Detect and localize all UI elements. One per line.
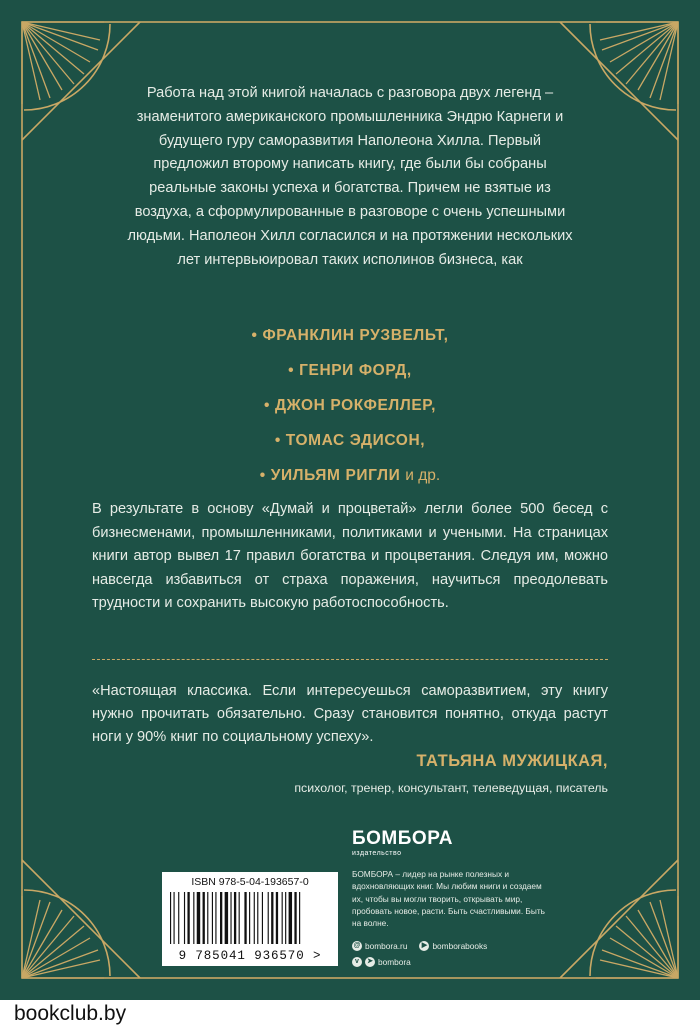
publisher-logo [352, 829, 453, 858]
barcode-digits: 9 785041 936570 > [178, 949, 322, 963]
social-label: bombora [378, 957, 411, 967]
barcode-bar [203, 892, 205, 944]
quote-author-role: психолог, тренер, консультант, телеведущая, писатель [294, 781, 608, 795]
barcode-bar [249, 892, 250, 944]
publisher-name: БОМБОРА [352, 828, 453, 849]
bullet-icon: • [251, 327, 258, 344]
quote-author: ТАТЬЯНА МУЖИЦКАЯ, [416, 752, 608, 770]
name-label: УИЛЬЯМ РИГЛИ [270, 467, 401, 484]
publisher-subtitle: издательство [352, 850, 402, 857]
barcode-bar [299, 892, 300, 944]
dashed-divider [92, 659, 608, 660]
isbn-label: ISBN 978-5-04-193657-0 [191, 876, 309, 888]
barcode-bar [215, 892, 216, 944]
name-label: ДЖОН РОКФЕЛЛЕР, [274, 397, 436, 414]
barcode-bar [244, 892, 246, 944]
globe-icon: @ [353, 942, 361, 949]
barcode-bar [184, 892, 185, 944]
name-label: ГЕНРИ ФОРД, [299, 362, 412, 379]
list-item [150, 388, 550, 423]
barcode-bar [268, 892, 269, 944]
bullet-icon: • [288, 362, 295, 379]
barcode-bar [197, 892, 200, 944]
barcode-bar [282, 892, 283, 944]
youtube-icon: ▶ [419, 941, 429, 951]
barcode-bar [187, 892, 189, 944]
bullet-icon: • [264, 397, 271, 414]
list-item [150, 423, 550, 458]
telegram-icon: ➤ [365, 957, 375, 967]
barcode-bar [271, 892, 273, 944]
footer-watermark: bookclub.by [14, 1002, 127, 1025]
barcode-bar [225, 892, 228, 944]
barcode-bar [276, 892, 278, 944]
barcode-bars [168, 892, 332, 944]
barcode-bar [207, 892, 208, 944]
list-item [150, 318, 550, 353]
intro-paragraph: Работа над этой книгой началась с разговора двух легенд – знаменитого американского промышленника Эндрю Карнеги и будущего гуру саморазвития Наполеона Хилла. Первый предложил второму написать книгу, где были бы собраны реальные законы успеха и богатства. Причем не взятые из воздуха, а сформулированные в разговоре с очень успешными людьми. Наполеон Хилл согласился и на протяжении нескольких лет интервьюировал таких исполинов бизнеса, как [127, 85, 573, 268]
barcode-bar [230, 892, 231, 944]
barcode-bar [254, 892, 255, 944]
bullet-icon: • [274, 432, 281, 449]
list-item [150, 458, 550, 493]
barcode-bar [285, 892, 286, 944]
bullet-icon: • [259, 467, 266, 484]
vk-icon: v [352, 957, 362, 967]
publisher-description: БОМБОРА – лидер на рынке полезных и вдохновляющих книг. Мы любим книги и создаем их, чтобы вы могли творить, открывать мир, пробовать новое, расти. Быть счастливыми. Быть на волне. [352, 869, 545, 929]
barcode-bar [174, 892, 175, 944]
barcode-block [162, 872, 338, 966]
youtube-label: bomborabooks [432, 941, 488, 951]
quote-paragraph: «Настоящая классика. Если интересуешься саморазвитием, эту книгу нужно прочитать обязательно. Сразу становится понятно, откуда растут ноги у 90% книг по социальному успеху». [92, 683, 608, 745]
result-paragraph: В результате в основу «Думай и процветай» легли более 500 бесед с бизнесменами, промышленниками, политиками и учеными. На страницах книги автор вывел 17 правил богатства и процветания. Следуя им, можно навсегда избавиться от страха поражения, научиться преодолевать трудности и сохранить высокую работоспособность. [92, 501, 608, 612]
barcode-bar [262, 892, 263, 944]
barcode-bar [178, 892, 179, 944]
barcode-bar [289, 892, 292, 944]
names-list [150, 318, 550, 493]
name-suffix: и др. [405, 467, 441, 484]
barcode-bar [294, 892, 296, 944]
sun-ray-ornament [22, 22, 104, 104]
name-label: ТОМАС ЭДИСОН, [285, 432, 426, 449]
barcode-bar [234, 892, 236, 944]
website-label: bombora.ru [365, 941, 408, 951]
list-item [150, 353, 550, 388]
barcode-bar [220, 892, 222, 944]
publisher-contacts [352, 938, 487, 970]
barcode-bar [257, 892, 258, 944]
barcode-bar [239, 892, 240, 944]
barcode-bar [193, 892, 194, 944]
name-label: ФРАНКЛИН РУЗВЕЛЬТ, [262, 327, 449, 344]
barcode-bar [170, 892, 171, 944]
barcode-bar [212, 892, 213, 944]
